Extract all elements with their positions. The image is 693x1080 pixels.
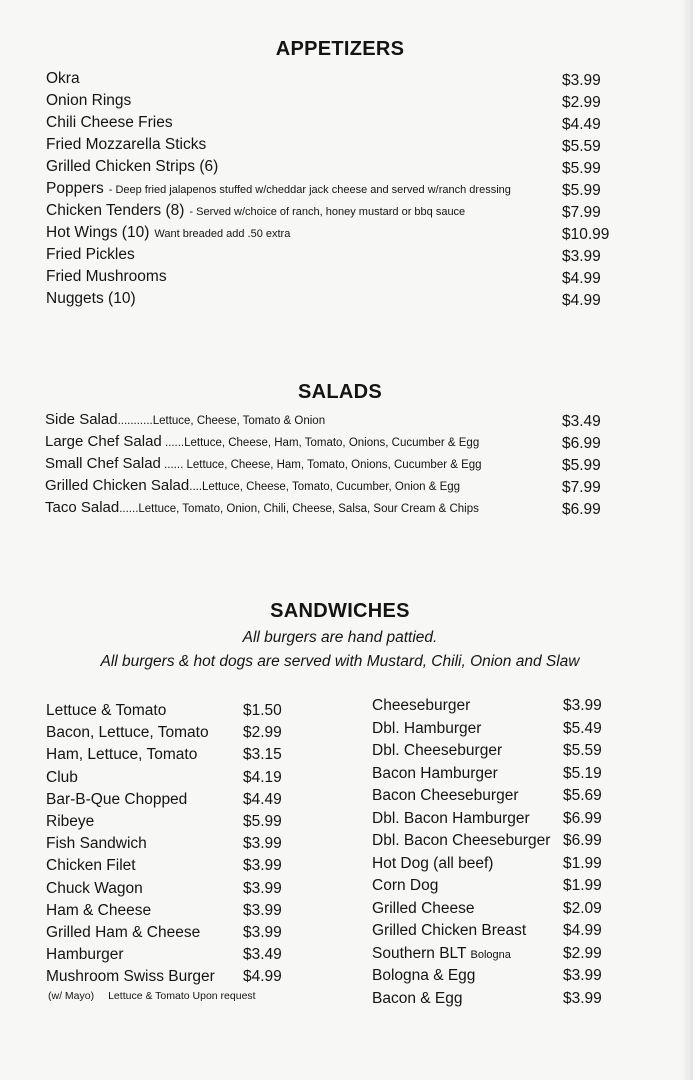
- sandwich-price: $3.99: [563, 967, 602, 984]
- sandwich-name-text: Hot Dog (all beef): [372, 854, 494, 872]
- sandwiches-subtitle-toppings: All burgers & hot dogs are served with Mustard, Chili, Onion and Slaw: [100, 653, 580, 670]
- sandwich-price: $4.19: [243, 768, 282, 786]
- salad-ingredients: ....Lettuce, Cheese, Tomato, Cucumber, Onion & Egg: [189, 481, 461, 493]
- sandwich-name-text: Dbl. Cheeseburger: [372, 742, 503, 759]
- sandwich-item: [372, 720, 622, 742]
- item-price: $4.99: [562, 292, 601, 309]
- menu-item: [0, 92, 693, 114]
- item-name-text: Hot Wings (10): [46, 224, 150, 241]
- item-name: [46, 136, 206, 154]
- sandwich-name: Chicken Filet: [46, 857, 136, 875]
- item-name: [46, 268, 167, 286]
- sandwich-item: [46, 880, 296, 902]
- sandwich-item: [372, 877, 622, 899]
- sandwich-price: $5.59: [563, 742, 602, 759]
- sandwich-name: [372, 697, 470, 715]
- menu-item: [0, 158, 693, 180]
- menu-item: [0, 180, 693, 202]
- sandwich-item: [372, 945, 622, 967]
- item-name-text: Fried Mozzarella Sticks: [46, 136, 207, 153]
- item-name-text: Grilled Chicken Strips (6): [46, 158, 219, 175]
- salad-name-text: Grilled Chicken Salad: [45, 477, 190, 494]
- salad-name-text: Large Chef Salad: [45, 433, 162, 450]
- salad-ingredients: ......Lettuce, Cheese, Ham, Tomato, Onions, Cucumber & Egg: [161, 437, 480, 449]
- sandwich-item: [46, 769, 296, 791]
- sandwich-price: $1.50: [243, 702, 282, 719]
- sandwich-price: $3.15: [243, 746, 282, 764]
- sandwich-name: Bacon, Lettuce, Tomato: [46, 724, 209, 742]
- salad-ingredients: ...........Lettuce, Cheese, Tomato & Onion: [117, 415, 326, 427]
- sandwich-item: [46, 746, 296, 768]
- sandwich-item: [372, 990, 622, 1012]
- item-price: $2.99: [562, 94, 601, 111]
- sandwich-item: [372, 787, 622, 809]
- item-note: Want breaded add .50 extra: [154, 228, 291, 240]
- sandwiches-title: SANDWICHES: [270, 600, 410, 622]
- sandwich-name-text: Bacon Hamburger: [372, 764, 498, 782]
- salad-item: [0, 499, 693, 521]
- sandwich-name: Chuck Wagon: [46, 879, 143, 897]
- menu-item: [0, 224, 693, 246]
- sandwich-name-text: Dbl. Hamburger: [372, 719, 482, 737]
- item-price: $4.49: [562, 116, 601, 133]
- menu-item: [0, 114, 693, 136]
- salad-name: [45, 411, 325, 428]
- sandwich-item: [46, 702, 296, 724]
- item-name: [46, 180, 511, 198]
- appetizers-title: APPETIZERS: [275, 38, 405, 60]
- salad-item: [0, 411, 693, 433]
- item-note: - Served w/choice of ranch, honey mustard or bbq sauce: [189, 206, 466, 218]
- sandwich-name: Hamburger: [46, 946, 124, 964]
- sandwich-name-text: Grilled Cheese: [372, 899, 475, 917]
- sandwich-name-text: Grilled Chicken Breast: [372, 922, 527, 939]
- salads-title: SALADS: [297, 381, 383, 403]
- sandwich-name: [372, 990, 462, 1008]
- item-name: [46, 202, 465, 220]
- sandwich-item: [372, 922, 622, 944]
- sandwich-item: [46, 813, 296, 835]
- sandwich-name-text: Southern BLT: [372, 944, 467, 962]
- salad-name-text: Side Salad: [45, 411, 118, 428]
- item-name: [46, 92, 131, 110]
- sandwich-name-text: Bacon Cheeseburger: [372, 787, 519, 804]
- menu-item: [0, 202, 693, 224]
- sandwich-price: $3.99: [243, 924, 282, 941]
- sandwich-price: $4.99: [243, 968, 282, 986]
- sandwich-price: $2.09: [563, 899, 602, 917]
- salad-name: [45, 455, 482, 472]
- sandwich-name-text: Bologna & Egg: [372, 967, 476, 984]
- salad-item: [0, 477, 693, 499]
- item-price: $7.99: [562, 204, 601, 221]
- item-name: [46, 70, 80, 88]
- sandwich-item: [372, 900, 622, 922]
- item-name: [46, 114, 173, 132]
- sandwich-name: [372, 832, 550, 850]
- sandwich-price: $2.99: [243, 724, 282, 742]
- sandwich-name: Lettuce & Tomato: [46, 702, 167, 719]
- sandwich-price: $3.99: [243, 879, 282, 897]
- sandwich-item: [46, 946, 296, 968]
- sandwich-price: $6.99: [563, 809, 602, 827]
- menu-item: [0, 246, 693, 268]
- item-name: [46, 158, 218, 176]
- sandwich-name: [372, 855, 493, 873]
- footnote-lettuce-tomato: Lettuce & Tomato Upon request: [108, 990, 256, 1002]
- sandwich-item: [46, 924, 296, 946]
- item-name-text: Nuggets (10): [46, 290, 136, 307]
- salad-name: [45, 477, 460, 494]
- item-name: [46, 290, 136, 308]
- item-price: $5.59: [562, 138, 601, 155]
- item-name: [46, 246, 135, 264]
- item-note: - Deep fried jalapenos stuffed w/cheddar jack cheese and served w/ranch dressing: [108, 184, 511, 196]
- sandwich-price: $1.99: [563, 854, 602, 872]
- sandwich-name: [372, 720, 481, 738]
- sandwich-name: Club: [46, 768, 78, 786]
- menu-item: [0, 290, 693, 312]
- item-price: $4.99: [562, 270, 601, 287]
- sandwich-price: $4.49: [243, 790, 282, 808]
- sandwich-item: [372, 855, 622, 877]
- item-name-text: Fried Mushrooms: [46, 268, 167, 285]
- salad-item: [0, 433, 693, 455]
- sandwich-item: [372, 967, 622, 989]
- sandwich-name: Ham, Lettuce, Tomato: [46, 746, 198, 764]
- sandwich-price: $3.99: [563, 697, 602, 714]
- sandwich-item: [372, 697, 622, 719]
- menu-item: [0, 268, 693, 290]
- sandwich-price: $1.99: [563, 877, 602, 894]
- sandwich-name-text: Bacon & Egg: [372, 989, 463, 1007]
- sandwich-name: [372, 810, 530, 828]
- sandwich-price: $3.99: [243, 835, 282, 853]
- sandwich-name: [372, 742, 502, 760]
- sandwich-item: [372, 742, 622, 764]
- sandwich-item: [46, 724, 296, 746]
- footnote-mayo: (w/ Mayo): [48, 990, 95, 1002]
- sandwich-price: $2.99: [563, 944, 602, 962]
- sandwich-item: [372, 832, 622, 854]
- sandwiches-subtitle-hand-pattied: All burgers are hand pattied.: [242, 629, 438, 646]
- sandwich-name: [372, 967, 475, 985]
- sandwich-price: $5.49: [563, 719, 602, 737]
- sandwich-price: $3.99: [243, 857, 282, 875]
- sandwich-name: [372, 765, 498, 783]
- sandwich-name: [372, 945, 511, 963]
- salad-name: [45, 433, 479, 450]
- salad-ingredients: ......Lettuce, Tomato, Onion, Chili, Cheese, Salsa, Sour Cream & Chips: [119, 503, 479, 515]
- salad-price: $3.49: [562, 413, 601, 430]
- sandwich-name: [372, 922, 526, 940]
- sandwich-item: [46, 968, 296, 990]
- item-name-text: Onion Rings: [46, 92, 132, 109]
- item-name-text: Okra: [46, 70, 80, 87]
- sandwich-price: $5.69: [563, 787, 602, 804]
- sandwich-name: [372, 900, 475, 918]
- sandwich-name: Fish Sandwich: [46, 835, 147, 853]
- sandwich-price: $3.99: [243, 901, 282, 919]
- sandwich-item: [46, 857, 296, 879]
- menu-item: [0, 136, 693, 158]
- sandwich-price: $6.99: [563, 832, 602, 849]
- salad-ingredients: ...... Lettuce, Cheese, Ham, Tomato, Onions, Cucumber & Egg: [160, 459, 482, 471]
- sandwich-name: [372, 787, 519, 805]
- item-name: [46, 224, 290, 242]
- sandwich-name: Bar-B-Que Chopped: [46, 790, 188, 808]
- sandwich-price: $5.99: [243, 813, 282, 830]
- sandwich-name: Ribeye: [46, 813, 95, 830]
- salad-price: $6.99: [562, 501, 601, 518]
- sandwich-name: Ham & Cheese: [46, 901, 152, 919]
- menu-item: [0, 70, 693, 92]
- sandwich-name-text: Dbl. Bacon Cheeseburger: [372, 832, 551, 849]
- sandwich-name: Mushroom Swiss Burger: [46, 968, 215, 986]
- sandwich-price: $4.99: [563, 922, 602, 939]
- salad-item: [0, 455, 693, 477]
- sandwich-item: [46, 835, 296, 857]
- sandwich-note: Bologna: [470, 948, 511, 961]
- sandwich-name: [372, 877, 438, 895]
- item-name-text: Fried Pickles: [46, 246, 135, 263]
- sandwich-item: [46, 791, 296, 813]
- salad-price: $5.99: [562, 457, 601, 474]
- salad-name-text: Small Chef Salad: [45, 455, 161, 472]
- item-price: $5.99: [562, 182, 601, 199]
- item-price: $5.99: [562, 160, 601, 177]
- item-name-text: Chili Cheese Fries: [46, 114, 173, 131]
- sandwich-price: $3.99: [563, 989, 602, 1007]
- sandwich-name-text: Dbl. Bacon Hamburger: [372, 809, 530, 827]
- sandwich-price: $5.19: [563, 764, 602, 782]
- item-price: $3.99: [562, 248, 601, 265]
- sandwich-name-text: Cheeseburger: [372, 697, 471, 714]
- item-name-text: Chicken Tenders (8): [46, 202, 185, 219]
- sandwich-item: [372, 765, 622, 787]
- item-price: $10.99: [562, 226, 610, 243]
- salad-name: [45, 499, 479, 516]
- sandwich-name-text: Corn Dog: [372, 877, 439, 894]
- sandwich-name: Grilled Ham & Cheese: [46, 924, 201, 941]
- sandwich-item: [46, 902, 296, 924]
- item-name-text: Poppers: [46, 180, 104, 197]
- sandwich-footnote: [48, 990, 270, 1002]
- sandwich-price: $3.49: [243, 946, 282, 964]
- item-price: $3.99: [562, 72, 601, 89]
- salad-price: $6.99: [562, 435, 601, 452]
- salad-name-text: Taco Salad: [45, 499, 120, 516]
- salad-price: $7.99: [562, 479, 601, 496]
- sandwich-item: [372, 810, 622, 832]
